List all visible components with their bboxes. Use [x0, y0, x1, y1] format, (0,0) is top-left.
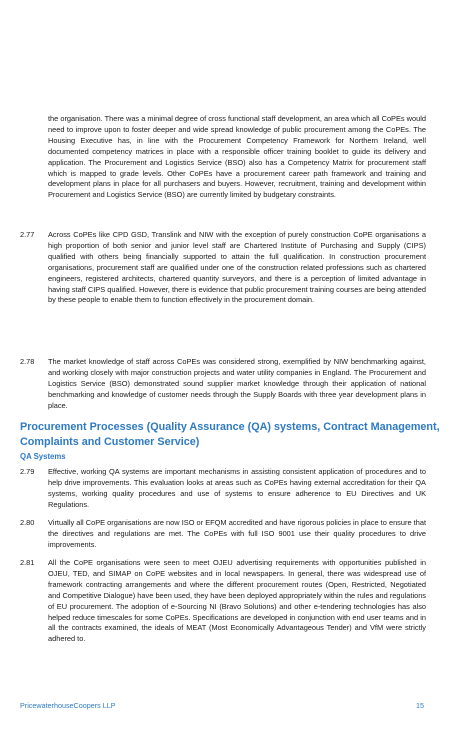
paragraph-number: 2.79: [20, 467, 35, 476]
paragraph-number: 2.78: [20, 357, 35, 366]
paragraph-text: Effective, working QA systems are important mechanisms in assisting consistent application of procedures and to help drive improvements. This evaluation looks at areas such as CoPEs having external accreditation for their QA systems, working quality procedures and use of systems to ensure adherence to EU Directives and UK Regulations.: [48, 467, 426, 509]
paragraph-text: All the CoPE organisations were seen to meet OJEU advertising requirements with opportunities published in OJEU, TED, and SIMAP on CoPE websites and in local newspapers. In general, there was widespread use of framework contracting arrangements and where the different procurement routes (Open, Restricted, Negotiated and Competitive Dialogue) have been used, they have been deployed appropriately within the rules and regulations of EU procurement. The adoption of e-Sourcing NI (Bravo Solutions) and other e-tendering technologies has also helped reduce timescales for some CoPEs. Specifications are developed in conjunction with end user teams and in all the contracts examined, the ideals of MEAT (Most Economically Advantageous Tender) and VfM were strictly adhered to.: [48, 558, 426, 644]
section-heading: Procurement Processes (Quality Assurance (QA) systems, Contract Management, Complaints and Customer Service): [20, 421, 440, 448]
paragraph-number: 2.80: [20, 518, 35, 527]
paragraph-2-81: [20, 558, 426, 645]
subsection-heading: QA Systems: [20, 452, 66, 461]
paragraph-number: 2.81: [20, 558, 35, 567]
paragraph-number: 2.77: [20, 230, 35, 239]
paragraph-2-79: [20, 467, 426, 511]
footer-page-number: 15: [416, 701, 424, 710]
paragraph-2-78: [20, 357, 426, 412]
continuation-paragraph: the organisation. There was a minimal degree of cross functional staff development, an area which all CoPEs would need to improve upon to foster deeper and wide spread knowledge of public procurement among the CoPEs. The Housing Executive has, in line with the Procurement Competency Framework for Northern Ireland, well documented competency matrices in place with a responsible officer training booklet to guide its delivery and application. The Procurement and Logistics Service (BSO) also has a Competency Matrix for procurement staff which is mapped to grade levels. Other CoPEs have a procurement career path framework and training and development plans in place for all purchasers and buyers. However, recruitment, training and development within Procurement and Logistics Service (BSO) are currently limited by budgetary constraints.: [48, 114, 426, 200]
paragraph-2-77: [20, 230, 426, 306]
paragraph-text: The market knowledge of staff across CoPEs was considered strong, exemplified by NIW benchmarking against, and working closely with major construction projects and water utility companies in England. The Procurement and Logistics Service (BSO) demonstrated sound supplier market knowledge through their application of national benchmarking and knowledge of customer needs through the Supply Boards with three year development plans in place.: [48, 357, 426, 410]
footer-company: PricewaterhouseCoopers LLP: [20, 701, 116, 710]
paragraph-text: Across CoPEs like CPD GSD, Translink and NIW with the exception of purely construction CoPE organisations a high proportion of both senior and junior level staff are Chartered Institute of Purchasing and Supply (CIPS) qualified with others being financially supported to attain the full qualification. In construction procurement organisations, procurement staff are qualified under one of the construction related professions such as chartered engineers, registered architects, chartered quantity surveyors, and there is a perception of limited advantage in having staff CIPS qualified. However, there is evidence that public procurement training courses are being attended by these people to enable them to function effectively in the procurement domain.: [48, 230, 426, 305]
paragraph-2-80: [20, 518, 426, 551]
paragraph-text: Virtually all CoPE organisations are now ISO or EFQM accredited and have rigorous policies in place to ensure that the directives and regulations are met. The CoPEs with full ISO 9001 use their quality procedures to drive improvements.: [48, 518, 426, 549]
